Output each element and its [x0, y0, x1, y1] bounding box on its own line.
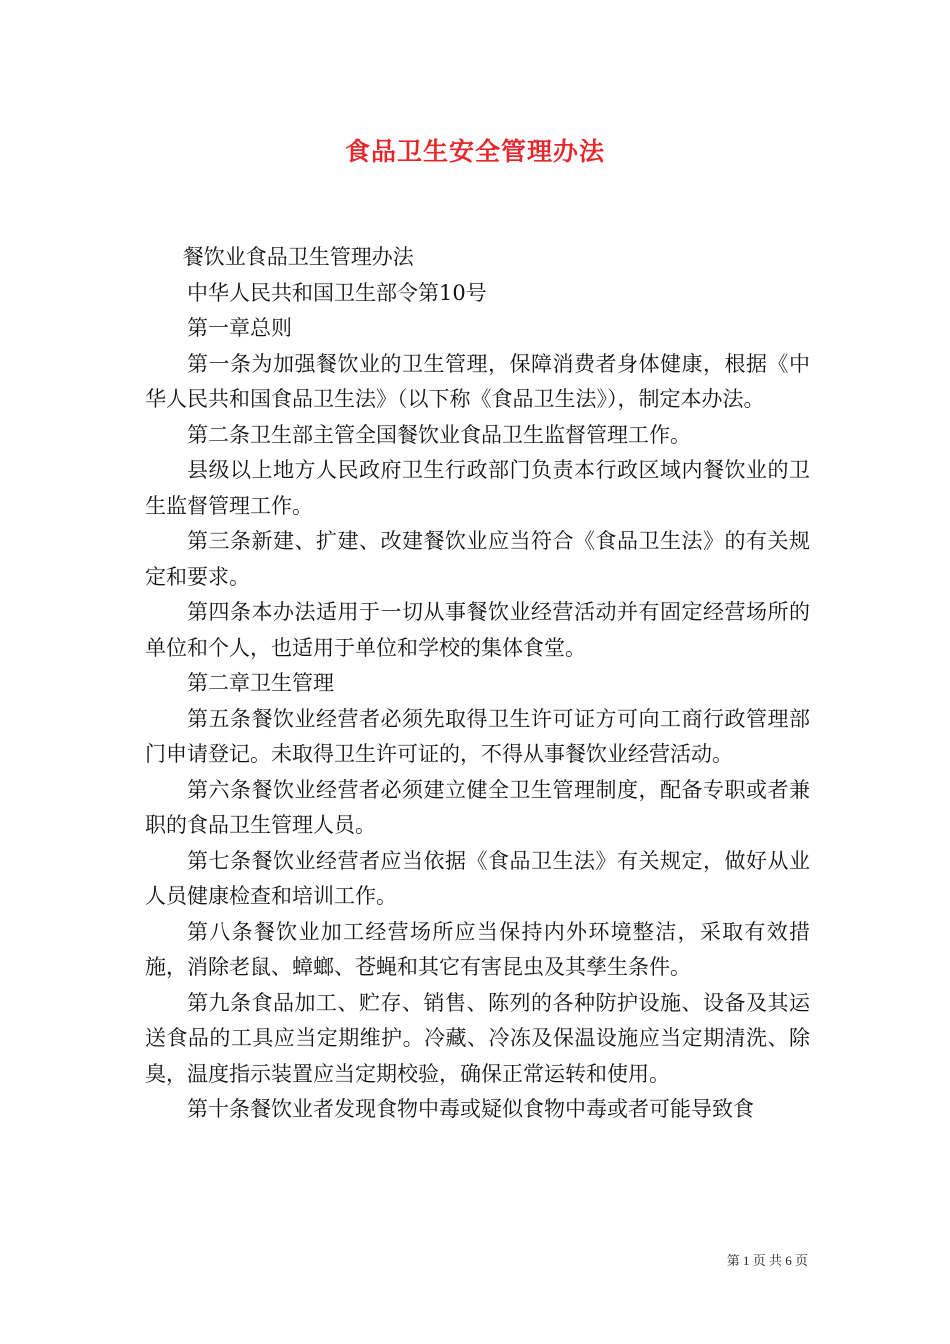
paragraph: 第二章卫生管理 [187, 671, 334, 695]
paragraph: 县级以上地方人民政府卫生行政部门负责本行政区域内餐饮业的卫生监督管理工作。 [145, 458, 810, 518]
document-body [145, 240, 810, 1128]
paragraph: 第十条餐饮业者发现食物中毒或疑似食物中毒或者可能导致食 [187, 1097, 754, 1121]
paragraph: 第三条新建、扩建、改建餐饮业应当符合《食品卫生法》的有关规定和要求。 [145, 529, 810, 589]
page-number: 第 1 页 共 6 页 [726, 1253, 808, 1268]
paragraph: 第二条卫生部主管全国餐饮业食品卫生监督管理工作。 [187, 422, 691, 447]
paragraph: 第一条为加强餐饮业的卫生管理，保障消费者身体健康，根据《中华人民共和国食品卫生法》（以下称《食品卫生法》），制定本办法。 [145, 351, 810, 411]
paragraph: 第一章总则 [187, 316, 292, 340]
paragraph: 第四条本办法适用于一切从事餐饮业经营活动并有固定经营场所的单位和个人，也适用于单位和学校的集体食堂。 [145, 600, 810, 660]
paragraph: 第七条餐饮业经营者应当依据《食品卫生法》有关规定，做好从业人员健康检查和培训工作。 [145, 848, 810, 908]
paragraph: 第八条餐饮业加工经营场所应当保持内外环境整洁，采取有效措施，消除老鼠、蟑螂、苍蝇和其它有害昆虫及其孳生条件。 [145, 919, 810, 979]
paragraph: 第五条餐饮业经营者必须先取得卫生许可证方可向工商行政管理部门申请登记。未取得卫生许可证的，不得从事餐饮业经营活动。 [145, 706, 810, 766]
document-title: 食品卫生安全管理办法 [344, 137, 605, 166]
paragraph: 第九条食品加工、贮存、销售、陈列的各种防护设施、设备及其运送食品的工具应当定期维护。冷藏、冷冻及保温设施应当定期清洗、除臭，温度指示装置应当定期校验，确保正常运转和使用。 [145, 990, 810, 1086]
paragraph: 第六条餐饮业经营者必须建立健全卫生管理制度，配备专职或者兼职的食品卫生管理人员。 [145, 777, 810, 837]
paragraph: 餐饮业食品卫生管理办法 [182, 245, 414, 269]
paragraph: 中华人民共和国卫生部令第10号 [187, 280, 487, 305]
